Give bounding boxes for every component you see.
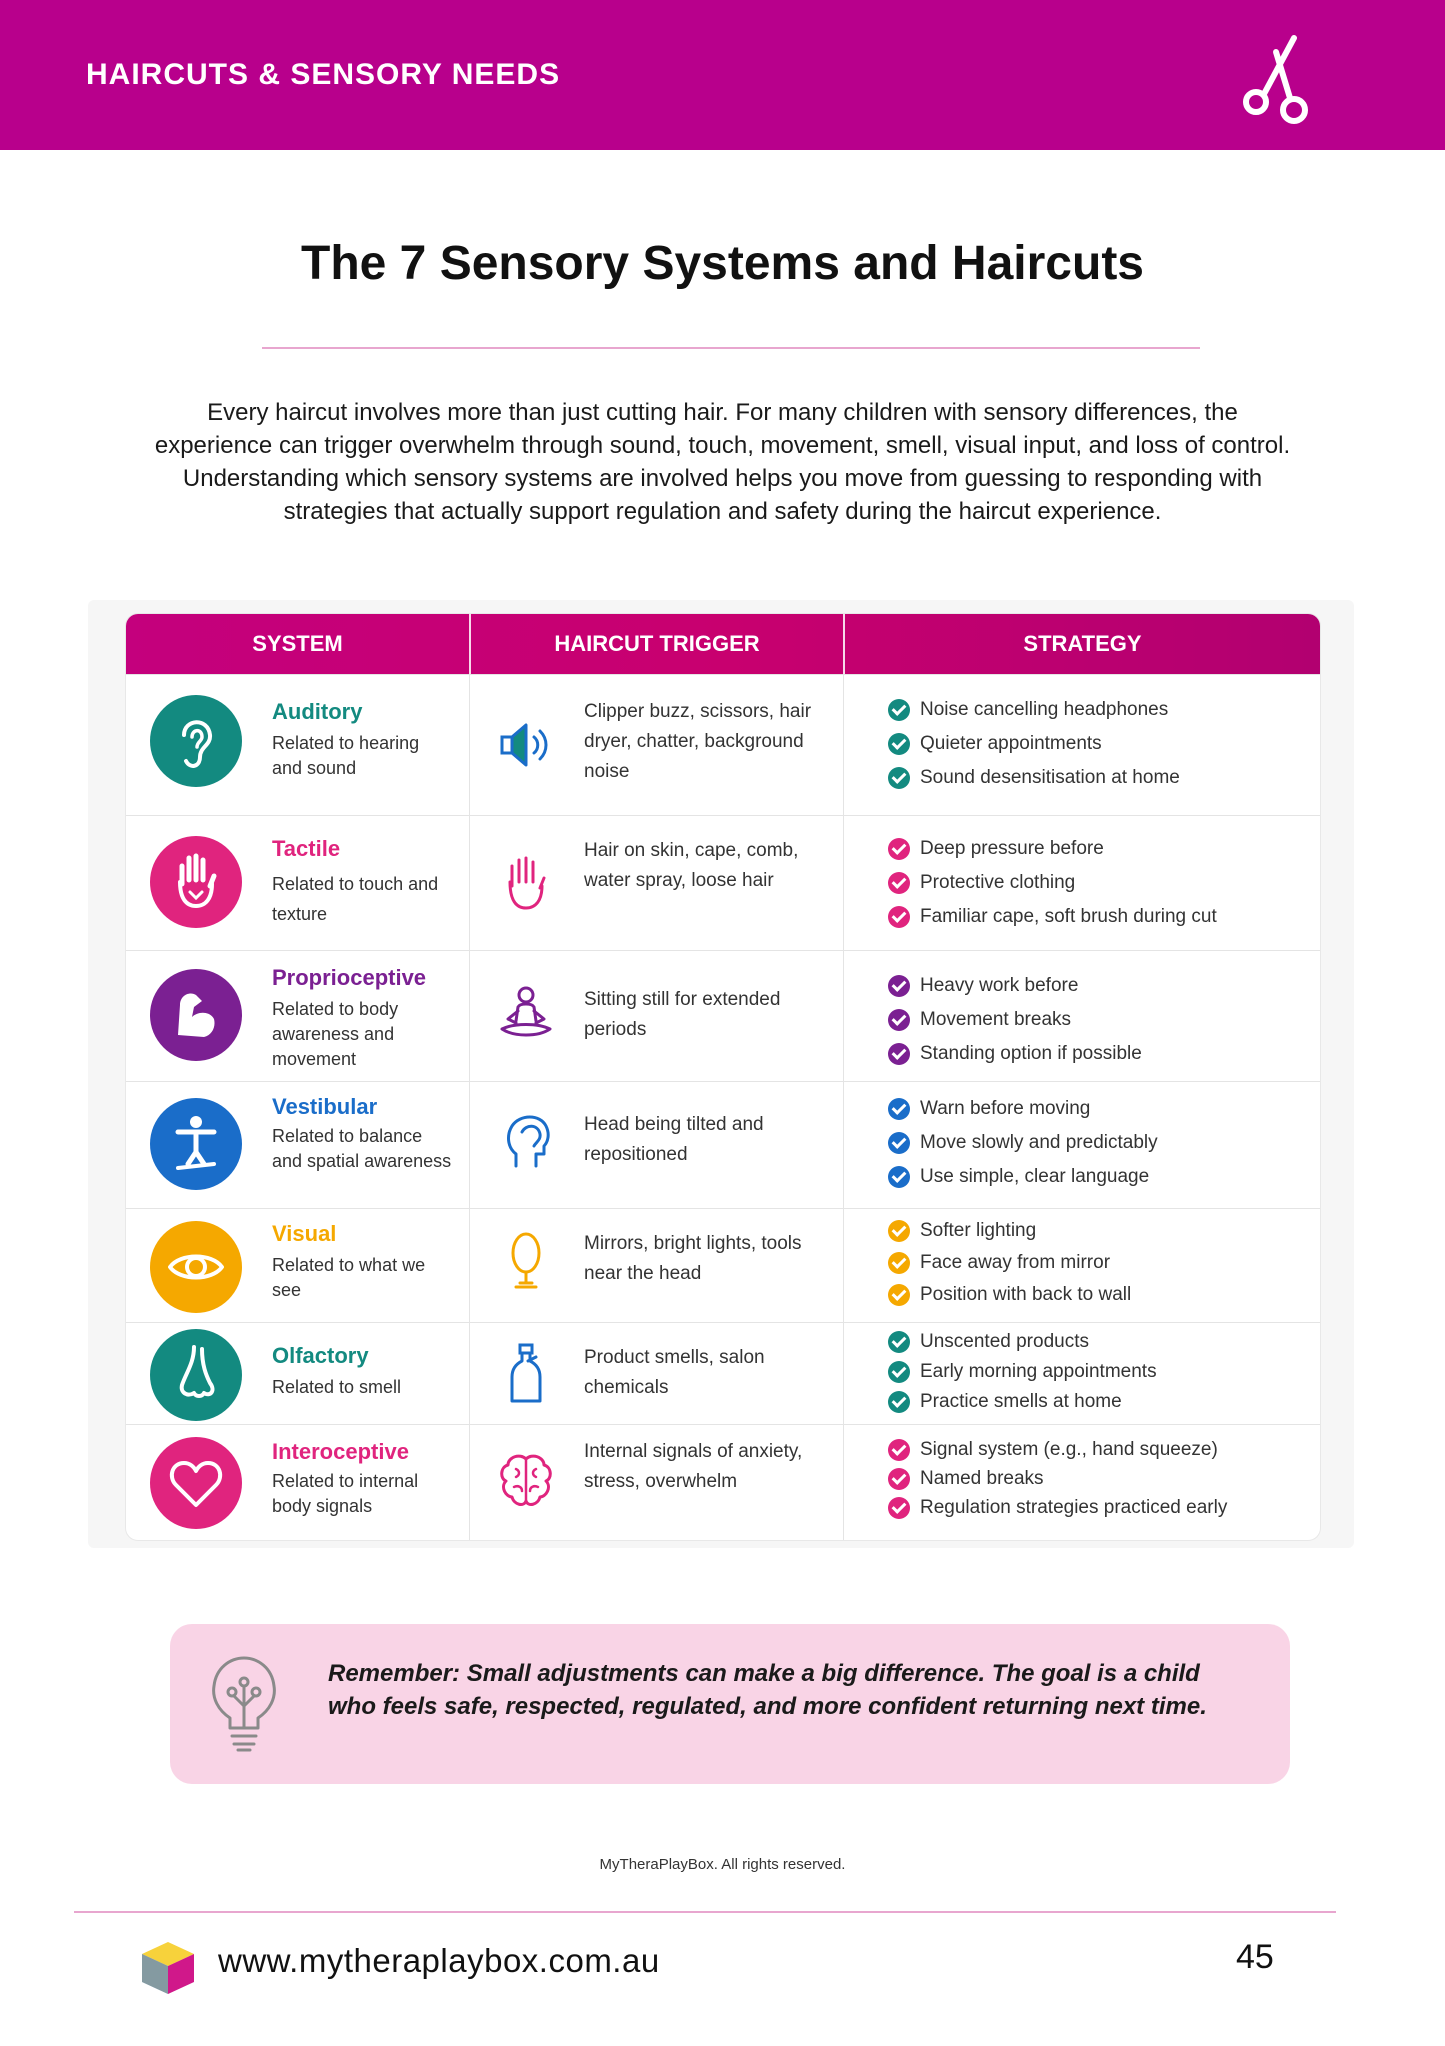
- check-icon: [888, 838, 910, 860]
- sensory-systems-table: [126, 614, 1320, 1540]
- cube-logo-icon: [138, 1938, 198, 1998]
- strategy-text: Sound desensitisation at home: [920, 767, 1180, 788]
- strategy-text: Deep pressure before: [920, 838, 1104, 859]
- website-link[interactable]: www.mytheraplaybox.com.au: [218, 1942, 660, 1979]
- strategy-item: [888, 693, 1308, 727]
- check-icon: [888, 1439, 910, 1461]
- check-icon: [888, 1166, 910, 1188]
- check-icon: [888, 1220, 910, 1242]
- copyright-text: MyTheraPlayBox. All rights reserved.: [599, 1856, 846, 1873]
- strategy-list: [888, 1327, 1308, 1417]
- strategy-text: Familiar cape, soft brush during cut: [920, 906, 1217, 927]
- strategy-item: [888, 900, 1308, 934]
- strategy-item: [888, 1464, 1308, 1493]
- system-description: Related to internal body signals: [272, 1471, 419, 1516]
- system-description: Related to body awareness and movement: [272, 999, 399, 1069]
- trigger-text: Sitting still for extended periods: [584, 989, 781, 1040]
- system-name: Olfactory: [272, 1343, 369, 1368]
- strategy-text: Face away from mirror: [920, 1252, 1111, 1273]
- check-icon: [888, 1132, 910, 1154]
- strategy-item: [888, 1247, 1308, 1279]
- check-icon: [888, 1391, 910, 1413]
- check-icon: [888, 906, 910, 928]
- scissors-icon: [1236, 32, 1316, 128]
- system-name: Visual: [272, 1221, 337, 1246]
- mirror-icon: [494, 1229, 558, 1293]
- title-divider: [262, 347, 1200, 349]
- check-icon: [888, 1098, 910, 1120]
- table-row: [126, 1424, 1320, 1540]
- strategy-item: [888, 1327, 1308, 1357]
- strategy-text: Early morning appointments: [920, 1361, 1157, 1382]
- strategy-text: Softer lighting: [920, 1220, 1037, 1241]
- column-header-trigger: HAIRCUT TRIGGER: [554, 631, 760, 656]
- strategy-text: Heavy work before: [920, 975, 1079, 996]
- strategy-list: [888, 832, 1308, 934]
- system-name: Interoceptive: [272, 1439, 409, 1464]
- table-row: [126, 1322, 1320, 1424]
- strategy-item: [888, 1215, 1308, 1247]
- system-description: Related to touch and texture: [272, 874, 439, 924]
- strategy-text: Movement breaks: [920, 1009, 1072, 1030]
- system-name: Tactile: [272, 836, 341, 861]
- intro-paragraph: Every haircut involves more than just cutting hair. For many children with sensory differences, the experience can trigger overwhelm through sound, touch, movement, smell, visual input, and loss of control. Understanding which sensory systems are involved helps you move from guessing to responding with strategies that actually support regulation and safety during the haircut experience.: [154, 399, 1291, 525]
- system-name: Auditory: [272, 699, 363, 724]
- check-icon: [888, 1331, 910, 1353]
- trigger-text: Head being tilted and repositioned: [584, 1114, 764, 1165]
- strategy-list: [888, 693, 1308, 795]
- table-row: [126, 815, 1320, 950]
- check-icon: [888, 872, 910, 894]
- strategy-item: [888, 1003, 1308, 1037]
- footer-divider: [74, 1911, 1336, 1913]
- strategy-text: Standing option if possible: [920, 1043, 1142, 1064]
- check-icon: [888, 1252, 910, 1274]
- check-icon: [888, 1284, 910, 1306]
- system-name: Proprioceptive: [272, 965, 427, 990]
- strategy-text: Quieter appointments: [920, 733, 1102, 754]
- strategy-item: [888, 1493, 1308, 1522]
- system-description: Related to what we see: [272, 1255, 426, 1300]
- head-profile-icon: [494, 1108, 558, 1172]
- strategy-text: Named breaks: [920, 1468, 1044, 1489]
- meditation-person-icon: [494, 981, 558, 1045]
- eye-icon: [150, 1221, 242, 1313]
- check-icon: [888, 1468, 910, 1490]
- reminder-text: Remember: Small adjustments can make a big difference. The goal is a child who feels safe, respected, regulated, and more confident returning next time.: [328, 1660, 1207, 1720]
- balance-person-icon: [150, 1098, 242, 1190]
- strategy-text: Use simple, clear language: [920, 1166, 1150, 1187]
- bottle-icon: [494, 1341, 558, 1405]
- table-row: [126, 1081, 1320, 1208]
- table-row: [126, 1208, 1320, 1322]
- trigger-text: Hair on skin, cape, comb, water spray, loose hair: [584, 840, 799, 891]
- table-row: [126, 674, 1320, 815]
- ear-icon: [150, 695, 242, 787]
- hand-icon: [150, 836, 242, 928]
- nose-icon: [150, 1329, 242, 1421]
- strategy-item: [888, 1126, 1308, 1160]
- strategy-text: Protective clothing: [920, 872, 1076, 893]
- table-header: [126, 614, 1320, 674]
- table-row: [126, 950, 1320, 1081]
- system-name: Vestibular: [272, 1094, 378, 1119]
- check-icon: [888, 1497, 910, 1519]
- system-description: Related to balance and spatial awareness: [272, 1126, 452, 1171]
- system-description: Related to smell: [272, 1377, 402, 1397]
- check-icon: [888, 733, 910, 755]
- speaker-icon: [494, 713, 558, 777]
- strategy-text: Position with back to wall: [920, 1284, 1132, 1305]
- lightbulb-icon: [208, 1654, 280, 1754]
- strategy-list: [888, 1435, 1308, 1522]
- strategy-item: [888, 1037, 1308, 1071]
- check-icon: [888, 1361, 910, 1383]
- heart-icon: [150, 1437, 242, 1529]
- check-icon: [888, 699, 910, 721]
- strategy-text: Practice smells at home: [920, 1391, 1122, 1412]
- strategy-item: [888, 1160, 1308, 1194]
- reminder-callout: [170, 1624, 1290, 1784]
- check-icon: [888, 767, 910, 789]
- strategy-text: Move slowly and predictably: [920, 1132, 1158, 1153]
- strategy-list: [888, 969, 1308, 1071]
- strategy-text: Noise cancelling headphones: [920, 699, 1169, 720]
- hand-outline-icon: [494, 850, 558, 914]
- strategy-item: [888, 1092, 1308, 1126]
- strategy-item: [888, 1279, 1308, 1311]
- strategy-list: [888, 1215, 1308, 1311]
- strategy-list: [888, 1092, 1308, 1194]
- header-bar: [0, 0, 1445, 150]
- strategy-item: [888, 832, 1308, 866]
- column-header-strategy: STRATEGY: [1023, 631, 1142, 656]
- page-number: 45: [1236, 1938, 1274, 1976]
- system-description: Related to hearing and sound: [272, 733, 420, 778]
- trigger-text: Mirrors, bright lights, tools near the head: [584, 1233, 802, 1284]
- check-icon: [888, 1009, 910, 1031]
- strategy-item: [888, 969, 1308, 1003]
- strategy-item: [888, 1387, 1308, 1417]
- strategy-item: [888, 761, 1308, 795]
- column-header-system: SYSTEM: [252, 631, 343, 656]
- flexed-arm-icon: [150, 969, 242, 1061]
- page-title: The 7 Sensory Systems and Haircuts: [301, 237, 1144, 290]
- header-title: HAIRCUTS & SENSORY NEEDS: [86, 58, 561, 91]
- strategy-text: Warn before moving: [920, 1098, 1091, 1119]
- strategy-item: [888, 866, 1308, 900]
- strategy-item: [888, 1435, 1308, 1464]
- strategy-text: Regulation strategies practiced early: [920, 1497, 1228, 1518]
- trigger-text: Product smells, salon chemicals: [584, 1347, 765, 1398]
- strategy-item: [888, 1357, 1308, 1387]
- check-icon: [888, 1043, 910, 1065]
- strategy-text: Signal system (e.g., hand squeeze): [920, 1439, 1218, 1460]
- trigger-text: Clipper buzz, scissors, hair dryer, chatter, background noise: [584, 701, 812, 782]
- brain-icon: [494, 1449, 558, 1513]
- strategy-item: [888, 727, 1308, 761]
- strategy-text: Unscented products: [920, 1331, 1089, 1352]
- check-icon: [888, 975, 910, 997]
- trigger-text: Internal signals of anxiety, stress, overwhelm: [584, 1441, 803, 1492]
